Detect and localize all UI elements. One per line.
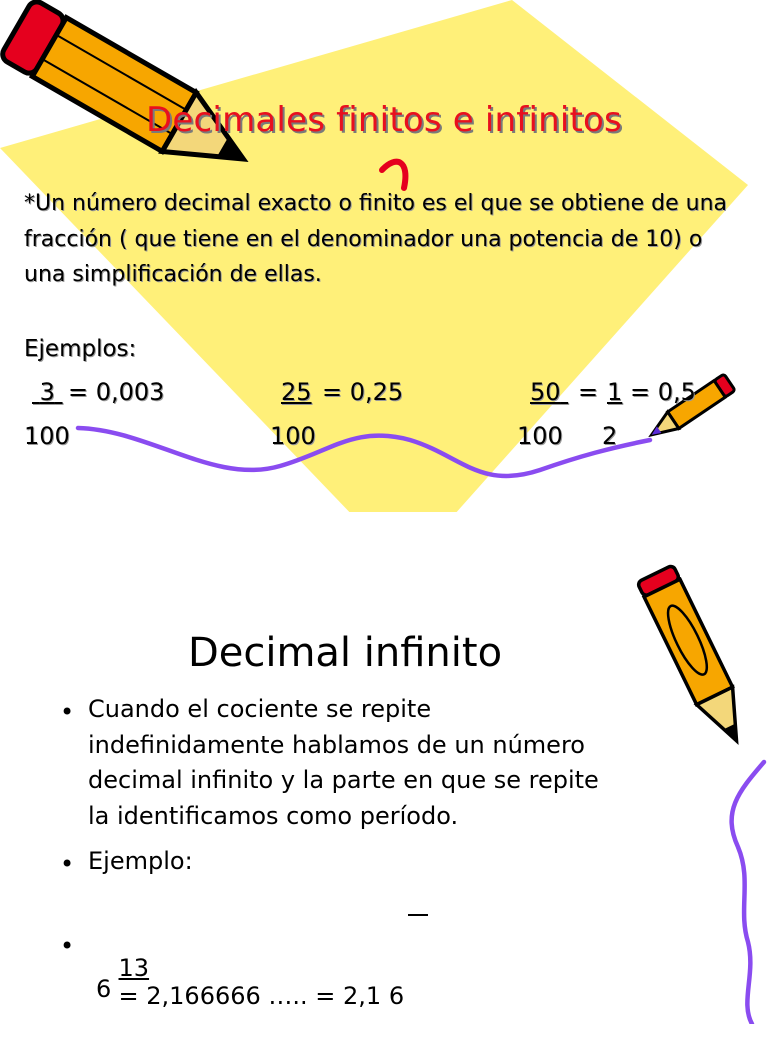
bullet-marker: • — [60, 932, 75, 960]
example-3-equals: = — [578, 378, 599, 406]
examples-label: Ejemplos: — [24, 336, 137, 362]
infinite-decimal-example — [88, 926, 404, 1038]
example-denominator: 6 — [96, 975, 112, 1003]
section-heading: Decimal infinito — [187, 630, 503, 676]
bullet-text: Cuando el cociente se repite indefinidamente hablamos de un número decimal infinito y la parte en que se repite la identificamos como período. — [88, 695, 599, 830]
bullet-text: Ejemplo: — [88, 847, 193, 875]
example-numerator: 13 — [118, 954, 150, 982]
example-3-simplified-denominator: 2 — [602, 422, 618, 450]
example-result: = 2,166666 ….. = 2,1 6 — [118, 982, 405, 1010]
example-1-denominator: 100 — [24, 422, 70, 450]
slide-infinite-decimals — [0, 512, 768, 1024]
example-3-numerator-value: 50 — [530, 378, 561, 406]
period-overbar — [408, 914, 428, 916]
example-2-denominator: 100 — [270, 422, 316, 450]
example-1-result: = 0,003 — [68, 378, 165, 406]
example-2-result: = 0,25 — [322, 378, 404, 406]
example-2-numerator: 25 — [281, 378, 312, 406]
example-3-result: = 0,5 — [630, 378, 696, 406]
example-3-denominator: 100 — [517, 422, 563, 450]
example-3-simplified-numerator: 1 — [607, 378, 623, 406]
bullet-marker: • — [60, 698, 75, 726]
definition-text: *Un número decimal exacto o finito es el que se obtiene de una fracción ( que tiene en el denominador una potencia de 10) o una simplificación de ellas. — [24, 191, 727, 287]
example-3-numerator — [530, 378, 568, 406]
bullet-marker: • — [60, 850, 75, 878]
example-1-numerator — [32, 378, 63, 406]
purple-squiggle-line — [732, 762, 764, 1024]
slide-finite-decimals — [0, 0, 768, 512]
example-1-numerator-value: 3 — [39, 378, 55, 406]
page-title: Decimales finitos e infinitos — [146, 100, 622, 140]
